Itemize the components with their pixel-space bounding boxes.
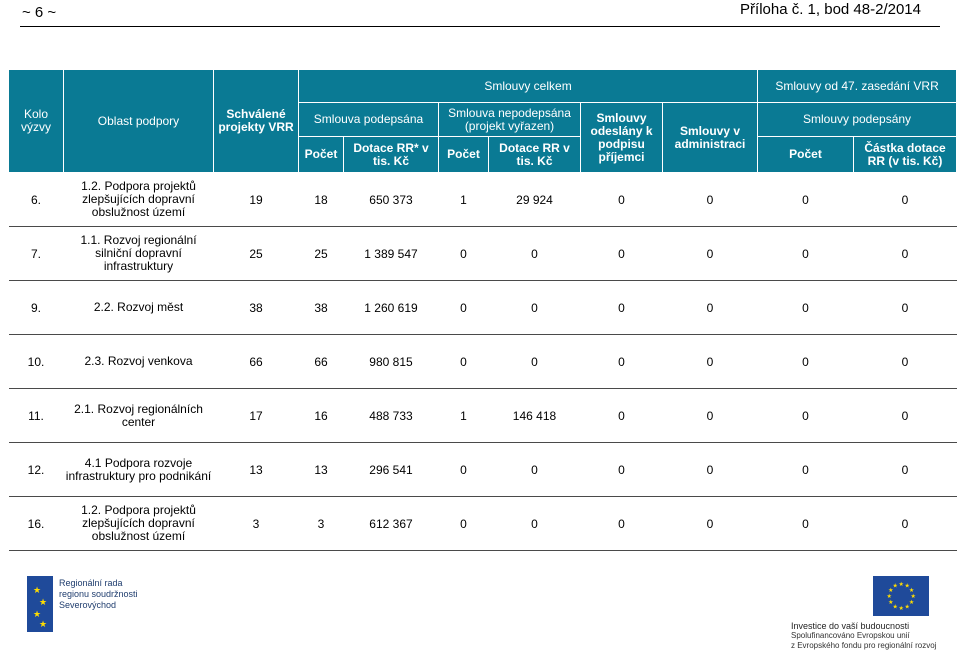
col-dotace-podepsana-header: Dotace RR* v tis. Kč (344, 137, 439, 173)
pocet-nepodepsana-cell: 0 (439, 227, 489, 281)
castka-cell: 0 (854, 173, 957, 227)
col-pocet-podepsana-header: Počet (299, 137, 344, 173)
dotace-podepsana-cell: 650 373 (344, 173, 439, 227)
pocet-nepodepsana-cell: 1 (439, 389, 489, 443)
table-row (9, 443, 957, 497)
castka-cell: 0 (854, 497, 957, 551)
schvalene-cell: 38 (214, 281, 299, 335)
pocet-podepsana-cell: 25 (299, 227, 344, 281)
pocet-podepsana-cell: 3 (299, 497, 344, 551)
pocet-podepsana-cell: 16 (299, 389, 344, 443)
schvalene-cell: 25 (214, 227, 299, 281)
smlouvy-od-47-header: Smlouvy od 47. zasedání VRR (758, 70, 957, 103)
col-castka-header: Částka dotace RR (v tis. Kč) (854, 137, 957, 173)
smlouva-nepodepsana-header: Smlouva nepodepsána (projekt vyřazen) (439, 103, 581, 137)
svg-text:★: ★ (908, 588, 915, 594)
smlouva-podepsana-header: Smlouva podepsána (299, 103, 439, 137)
castka-cell: 0 (854, 389, 957, 443)
table-row (9, 389, 957, 443)
dotace-nepodepsana-cell: 29 924 (489, 173, 581, 227)
oblast-cell: 4.1 Podpora rozvoje infrastruktury pro podnikání (64, 443, 214, 497)
dotace-nepodepsana-cell: 0 (489, 443, 581, 497)
table-row (9, 281, 957, 335)
oblast-cell: 1.2. Podpora projektů zlepšujících dopravní obslužnost území (64, 497, 214, 551)
v-administraci-cell: 0 (663, 497, 758, 551)
col-v-administraci-header: Smlouvy v administraci (663, 103, 758, 173)
eu-funding-text (791, 621, 941, 651)
svg-text:★: ★ (886, 594, 892, 600)
dotace-podepsana-cell: 980 815 (344, 335, 439, 389)
v-administraci-cell: 0 (663, 281, 758, 335)
odeslany-cell: 0 (581, 497, 663, 551)
schvalene-cell: 3 (214, 497, 299, 551)
smlouvy-podepsany-header: Smlouvy podepsány (758, 103, 957, 137)
col-pocet-podepsany-header: Počet (758, 137, 854, 173)
kolo-cell: 9. (9, 281, 64, 335)
oblast-cell: 1.1. Rozvoj regionální silniční dopravní infrastruktury (64, 227, 214, 281)
pocet-podepsana-cell: 13 (299, 443, 344, 497)
col-schvalene-header: Schválené projekty VRR (214, 70, 299, 173)
odeslany-cell: 0 (581, 281, 663, 335)
odeslany-cell: 0 (581, 227, 663, 281)
table-row (9, 173, 957, 227)
svg-text:★: ★ (910, 594, 916, 600)
castka-cell: 0 (854, 281, 957, 335)
pocet-podepsany-cell: 0 (758, 173, 854, 227)
v-administraci-cell: 0 (663, 389, 758, 443)
rr-line: Severovýchod (59, 600, 117, 610)
v-administraci-cell: 0 (663, 443, 758, 497)
kolo-cell: 7. (9, 227, 64, 281)
svg-text:★: ★ (39, 619, 48, 629)
eu-line: z Evropského fondu pro regionální rozvoj (791, 641, 937, 650)
regional-council-text (59, 578, 138, 611)
header-rule (20, 26, 940, 27)
pocet-nepodepsana-cell: 0 (439, 443, 489, 497)
col-kolo-header: Kolo výzvy (9, 70, 64, 173)
dotace-podepsana-cell: 488 733 (344, 389, 439, 443)
svg-text:★: ★ (904, 583, 910, 590)
table-row (9, 335, 957, 389)
oblast-cell: 2.2. Rozvoj měst (64, 281, 214, 335)
pocet-podepsana-cell: 38 (299, 281, 344, 335)
kolo-cell: 11. (9, 389, 64, 443)
rr-line: regionu soudržnosti (59, 589, 138, 599)
pocet-podepsany-cell: 0 (758, 389, 854, 443)
kolo-cell: 12. (9, 443, 64, 497)
attachment-reference: Příloha č. 1, bod 48-2/2014 (740, 1, 921, 18)
oblast-cell: 2.3. Rozvoj venkova (64, 335, 214, 389)
dotace-nepodepsana-cell: 146 418 (489, 389, 581, 443)
dotace-podepsana-cell: 296 541 (344, 443, 439, 497)
v-administraci-cell: 0 (663, 227, 758, 281)
pocet-nepodepsana-cell: 1 (439, 173, 489, 227)
castka-cell: 0 (854, 227, 957, 281)
pocet-podepsany-cell: 0 (758, 281, 854, 335)
v-administraci-cell: 0 (663, 173, 758, 227)
svg-text:★: ★ (39, 597, 48, 607)
castka-cell: 0 (854, 335, 957, 389)
svg-text:★: ★ (888, 600, 894, 606)
eu-flag-icon (27, 576, 53, 632)
castka-cell: 0 (854, 443, 957, 497)
svg-text:★: ★ (33, 585, 42, 595)
schvalene-cell: 17 (214, 389, 299, 443)
pocet-nepodepsana-cell: 0 (439, 497, 489, 551)
svg-text:★: ★ (888, 588, 894, 594)
rr-line: Regionální rada (59, 578, 123, 588)
pocet-podepsany-cell: 0 (758, 335, 854, 389)
table-row (9, 497, 957, 551)
schvalene-cell: 19 (214, 173, 299, 227)
pocet-nepodepsana-cell: 0 (439, 335, 489, 389)
schvalene-cell: 13 (214, 443, 299, 497)
pocet-podepsana-cell: 18 (299, 173, 344, 227)
smlouvy-celkem-header: Smlouvy celkem (299, 70, 758, 103)
odeslany-cell: 0 (581, 173, 663, 227)
eu-line: Spolufinancováno Evropskou unií (791, 631, 910, 640)
footer-logos (0, 560, 960, 650)
contracts-table (8, 69, 957, 551)
pocet-nepodepsana-cell: 0 (439, 281, 489, 335)
dotace-nepodepsana-cell: 0 (489, 281, 581, 335)
dotace-nepodepsana-cell: 0 (489, 497, 581, 551)
table-body (9, 173, 957, 551)
dotace-podepsana-cell: 612 367 (344, 497, 439, 551)
col-oblast-header: Oblast podpory (64, 70, 214, 173)
kolo-cell: 16. (9, 497, 64, 551)
page-number: ~ 6 ~ (22, 4, 57, 21)
col-pocet-nepodepsana-header: Počet (439, 137, 489, 173)
svg-text:★: ★ (904, 604, 910, 611)
v-administraci-cell: 0 (663, 335, 758, 389)
pocet-podepsany-cell: 0 (758, 227, 854, 281)
kolo-cell: 6. (9, 173, 64, 227)
svg-text:★: ★ (892, 583, 898, 590)
oblast-cell: 1.2. Podpora projektů zlepšujících dopravní obslužnost území (64, 173, 214, 227)
dotace-podepsana-cell: 1 389 547 (344, 227, 439, 281)
svg-text:★: ★ (892, 604, 898, 611)
dotace-nepodepsana-cell: 0 (489, 335, 581, 389)
table-row (9, 227, 957, 281)
eu-flag-icon (873, 576, 929, 616)
pocet-podepsany-cell: 0 (758, 443, 854, 497)
svg-text:★: ★ (898, 606, 904, 612)
pocet-podepsany-cell: 0 (758, 497, 854, 551)
odeslany-cell: 0 (581, 389, 663, 443)
odeslany-cell: 0 (581, 443, 663, 497)
svg-text:★: ★ (898, 582, 904, 588)
col-odeslany-header: Smlouvy odeslány k podpisu příjemci (581, 103, 663, 173)
dotace-podepsana-cell: 1 260 619 (344, 281, 439, 335)
schvalene-cell: 66 (214, 335, 299, 389)
kolo-cell: 10. (9, 335, 64, 389)
dotace-nepodepsana-cell: 0 (489, 227, 581, 281)
oblast-cell: 2.1. Rozvoj regionálních center (64, 389, 214, 443)
pocet-podepsana-cell: 66 (299, 335, 344, 389)
svg-text:★: ★ (33, 609, 42, 619)
col-dotace-nepodepsana-header: Dotace RR v tis. Kč (489, 137, 581, 173)
svg-text:★: ★ (908, 600, 915, 606)
eu-line: Investice do vaší budoucnosti (791, 621, 910, 631)
odeslany-cell: 0 (581, 335, 663, 389)
